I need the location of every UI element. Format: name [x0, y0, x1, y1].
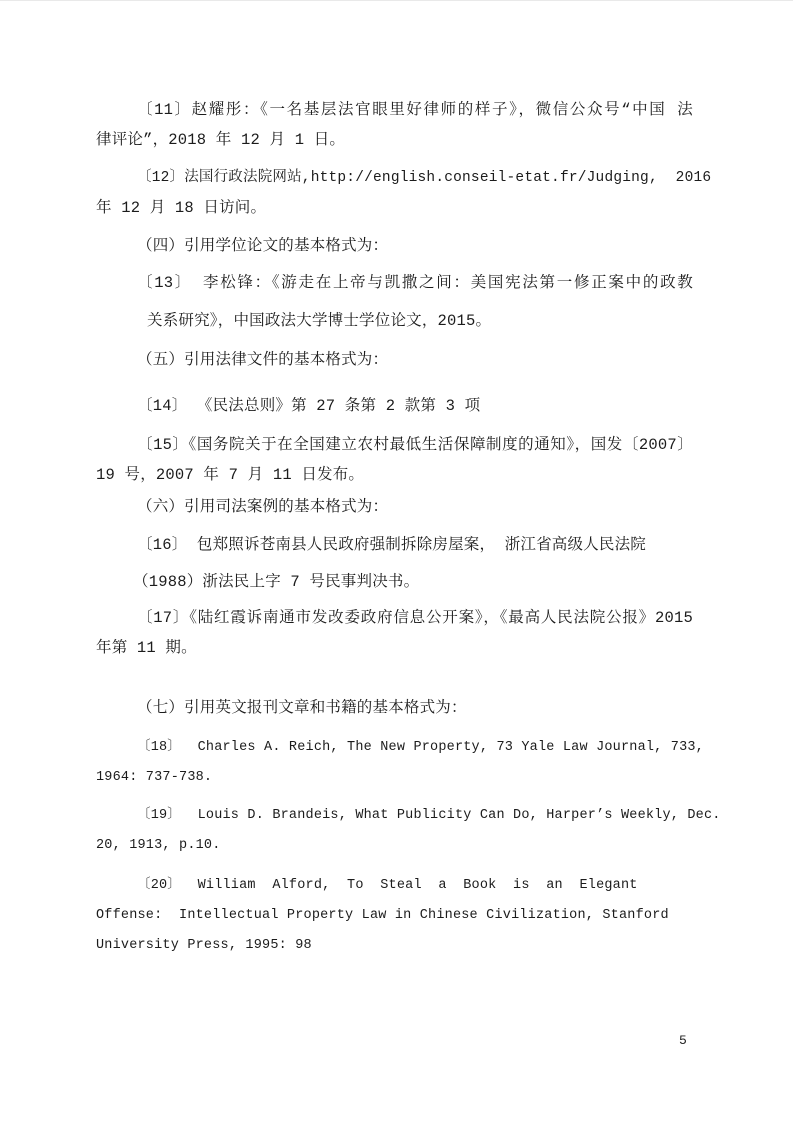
citation-18-line-1: 〔18〕 Charles A. Reich, The New Property, 73 Yale Law Journal, 733, — [137, 740, 704, 755]
section-heading-4: （四）引用学位论文的基本格式为： — [137, 237, 389, 255]
citation-19-line-2: 20, 1913, p.10. — [96, 838, 221, 853]
citation-15-line-1: 〔15〕《国务院关于在全国建立农村最低生活保障制度的通知》，国发〔2007〕 — [137, 436, 693, 454]
citation-format-document-body — [0, 1, 793, 961]
section-heading-5: （五）引用法律文件的基本格式为： — [137, 351, 389, 369]
citation-15-line-2: 19 号，2007 年 7 月 11 日发布。 — [96, 466, 365, 484]
section-heading-6: （六）引用司法案例的基本格式为： — [137, 498, 389, 516]
citation-17-line-1: 〔17〕《陆红霞诉南通市发改委政府信息公开案》，《最高人民法院公报》2015 — [137, 609, 693, 627]
citation-17-line-2: 年第 11 期。 — [96, 639, 197, 657]
citation-16-line-1: 〔16〕 包郑照诉苍南县人民政府强制拆除房屋案， 浙江省高级人民法院 — [137, 536, 647, 554]
citation-13-line-1: 〔13〕 李松锋：《游走在上帝与凯撒之间：美国宪法第一修正案中的政教 — [137, 274, 693, 292]
citation-16-line-2: （1988）浙法民上字 7 号民事判决书。 — [133, 573, 420, 591]
citation-14-line-1: 〔14〕 《民法总则》第 27 条第 2 款第 3 项 — [137, 397, 481, 415]
citation-12-line-1: 〔12〕法国行政法院网站,http://english.conseil-etat.fr/Judging, 2016 — [137, 170, 712, 186]
citation-20-line-2: Offense: Intellectual Property Law in Chinese Civilization, Stanford — [96, 908, 669, 923]
citation-20-line-3: University Press, 1995: 98 — [96, 938, 312, 953]
citation-11-line-1: 〔11〕赵耀彤：《一名基层法官眼里好律师的样子》，微信公众号“中国 法 — [137, 101, 693, 119]
citation-12-line-2: 年 12 月 18 日访问。 — [96, 199, 267, 217]
section-heading-7: （七）引用英文报刊文章和书籍的基本格式为： — [137, 699, 467, 717]
citation-13-line-2: 关系研究》，中国政法大学博士学位论文，2015。 — [147, 312, 492, 330]
citation-19-line-1: 〔19〕 Louis D. Brandeis, What Publicity Can Do, Harper’s Weekly, Dec. — [137, 808, 721, 823]
citation-20-line-1: 〔20〕 William Alford, To Steal a Book is an Elegant — [137, 878, 638, 893]
citation-11-line-2: 律评论”，2018 年 12 月 1 日。 — [96, 131, 346, 149]
citation-18-line-2: 1964: 737-738. — [96, 770, 213, 785]
page-number: 5 — [679, 1033, 687, 1048]
